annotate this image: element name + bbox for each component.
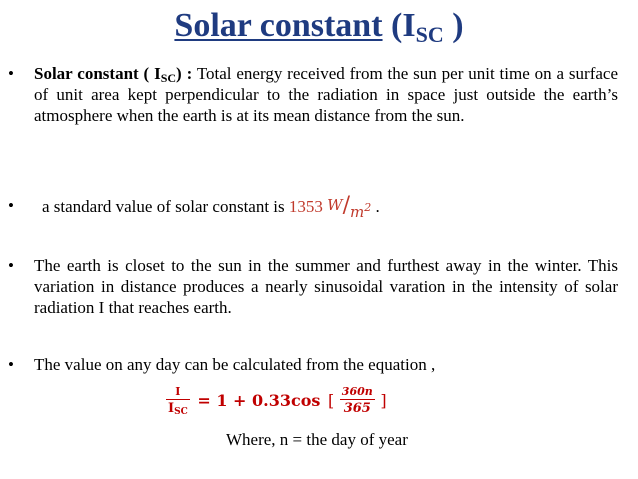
equation-where-note: Where, n = the day of year bbox=[226, 430, 408, 449]
bullet-definition bbox=[8, 63, 618, 126]
bullet-text bbox=[42, 193, 618, 221]
title-paren-close: ) bbox=[443, 7, 464, 44]
bullet-variation bbox=[8, 255, 618, 318]
definition-text: Total energy received from the sun per unit time on a surface of unit area kept perpendicular to the radiation in space just outside the earth’s atmosphere when the earth is at its mean distance from the sun. bbox=[34, 64, 619, 125]
title-subscript: SC bbox=[415, 22, 444, 47]
arg-denominator: 365 bbox=[340, 399, 375, 416]
arg-numerator: 360n bbox=[341, 385, 373, 398]
equation-arg-fraction bbox=[340, 385, 375, 416]
bullet-marker: • bbox=[8, 256, 14, 275]
bullet-equation-intro bbox=[8, 354, 618, 375]
bullet-text bbox=[34, 63, 618, 126]
definition-term: Solar constant ( $I_{SC}$) : bbox=[34, 64, 193, 85]
standard-value-number: 1353 bbox=[288, 197, 323, 216]
lhs-denominator: $I_{SC}$ bbox=[168, 401, 188, 417]
solar-equation bbox=[166, 385, 387, 425]
title-paren-open: (I bbox=[391, 7, 416, 44]
standard-value-end: . bbox=[371, 197, 380, 216]
bullet-standard-value bbox=[8, 193, 618, 221]
standard-value-text: a standard value of solar constant is bbox=[42, 197, 289, 216]
equation-intro-text: The value on any day can be calculated from the equation , bbox=[34, 355, 436, 374]
lhs-numerator: I bbox=[175, 385, 181, 398]
bracket-open: [ bbox=[327, 391, 335, 410]
variation-text: The earth is closet to the sun in the summer and furthest away in the winter. This variation in distance produces a nearly sinusoidal varation in the intensity of solar radiation I that reaches earth. bbox=[34, 256, 618, 317]
standard-value-unit: $W/m^2$ bbox=[327, 193, 372, 221]
term-subscript: SC bbox=[160, 71, 177, 85]
equation-lhs-fraction bbox=[166, 385, 190, 416]
bracket-close: ] bbox=[380, 391, 387, 410]
equation-rhs: = 1 + 0.33cos bbox=[197, 391, 321, 410]
bullet-marker: • bbox=[8, 64, 14, 83]
slide-title bbox=[0, 6, 638, 46]
bullet-marker: • bbox=[8, 355, 14, 374]
bullet-marker: • bbox=[8, 196, 14, 215]
title-main: Solar constant bbox=[174, 7, 383, 44]
